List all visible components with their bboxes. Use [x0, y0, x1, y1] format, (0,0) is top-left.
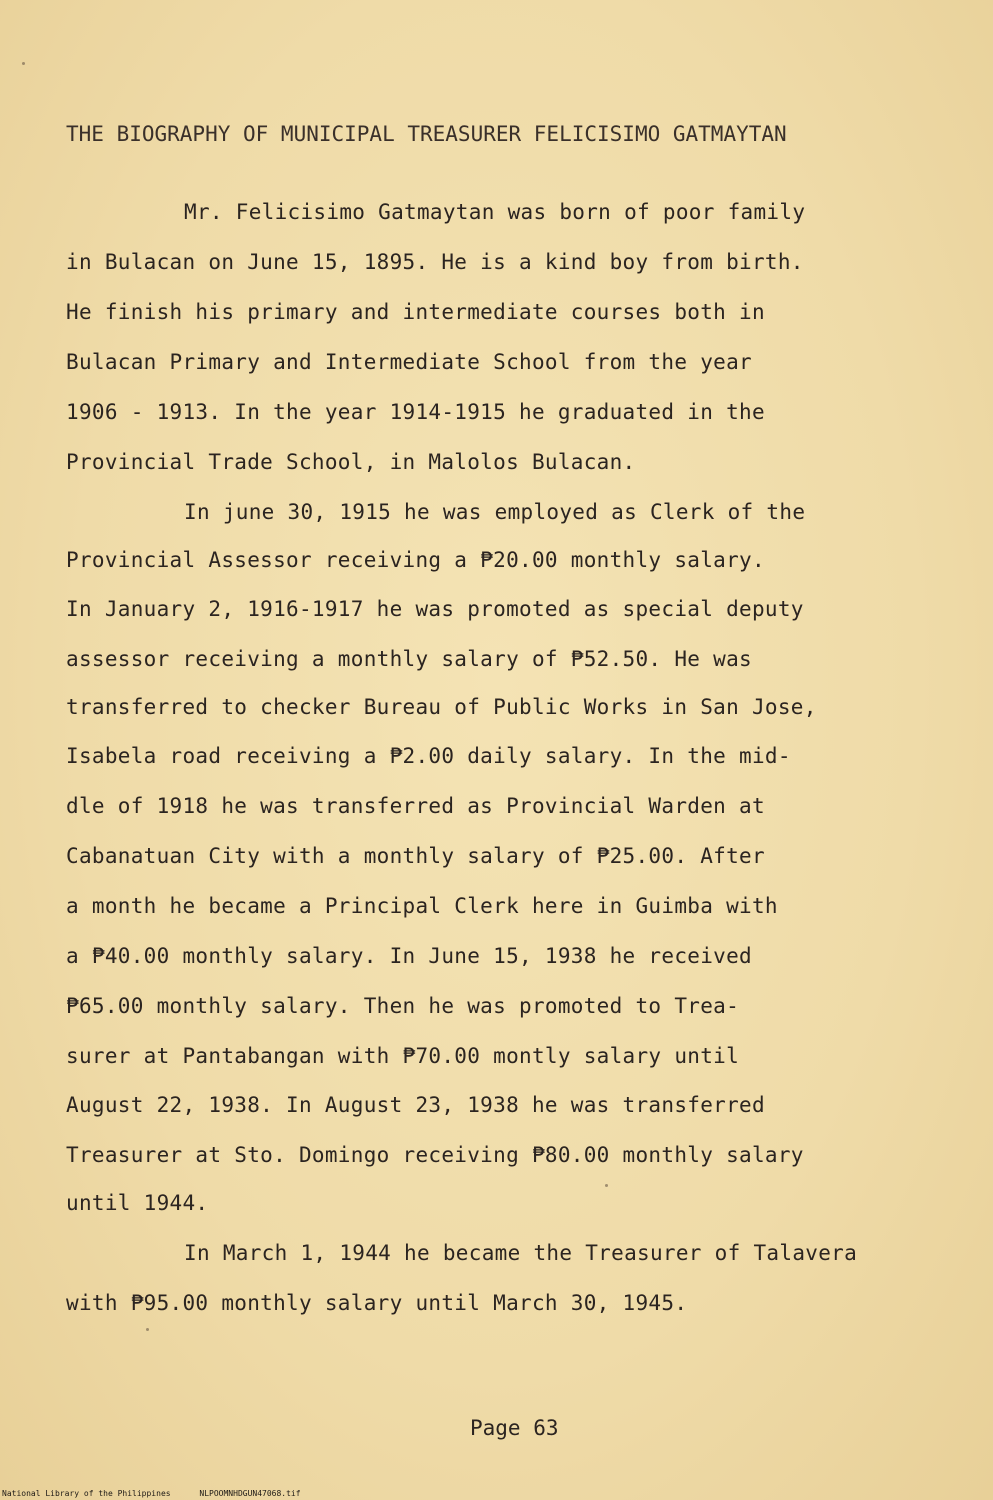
body-line: In june 30, 1915 he was employed as Clerk of the	[184, 500, 806, 524]
body-line: Cabanatuan City with a monthly salary of ₱25.00. After	[66, 844, 765, 868]
paper-speck	[605, 1184, 608, 1187]
body-line: 1906 - 1913. In the year 1914-1915 he graduated in the	[66, 400, 765, 424]
paper-speck	[22, 62, 25, 65]
body-line: in Bulacan on June 15, 1895. He is a kind boy from birth.	[66, 250, 804, 274]
document-title: THE BIOGRAPHY OF MUNICIPAL TREASURER FELICISIMO GATMAYTAN	[66, 122, 787, 146]
body-line: In March 1, 1944 he became the Treasurer of Talavera	[184, 1241, 858, 1265]
body-line: Bulacan Primary and Intermediate School from the year	[66, 350, 752, 374]
paper-speck	[146, 1328, 149, 1331]
body-line: Mr. Felicisimo Gatmaytan was born of poor family	[184, 200, 806, 224]
page-number: Page 63	[470, 1416, 559, 1440]
library-name: National Library of the Philippines	[2, 1489, 171, 1498]
body-line: with ₱95.00 monthly salary until March 30, 1945.	[66, 1291, 688, 1315]
body-line: a month he became a Principal Clerk here in Guimba with	[66, 894, 778, 918]
body-line: He finish his primary and intermediate courses both in	[66, 300, 765, 324]
body-line: dle of 1918 he was transferred as Provincial Warden at	[66, 794, 765, 818]
body-line: August 22, 1938. In August 23, 1938 he was transferred	[66, 1093, 765, 1117]
body-line: ₱65.00 monthly salary. Then he was promoted to Trea-	[66, 994, 740, 1018]
body-line: assessor receiving a monthly salary of ₱52.50. He was	[66, 647, 752, 671]
body-line: a ₱40.00 monthly salary. In June 15, 1938 he received	[66, 944, 752, 968]
body-line: In January 2, 1916-1917 he was promoted as special deputy	[66, 597, 804, 621]
body-line: Provincial Trade School, in Malolos Bulacan.	[66, 450, 636, 474]
body-line: Isabela road receiving a ₱2.00 daily salary. In the mid-	[66, 744, 791, 768]
scan-filename: NLPOOMNHDGUN47068.tif	[199, 1489, 301, 1498]
body-line: Treasurer at Sto. Domingo receiving ₱80.00 monthly salary	[66, 1143, 804, 1167]
body-line: until 1944.	[66, 1191, 209, 1215]
body-line: Provincial Assessor receiving a ₱20.00 monthly salary.	[66, 548, 765, 572]
body-line: surer at Pantabangan with ₱70.00 montly salary until	[66, 1044, 740, 1068]
body-line: transferred to checker Bureau of Public Works in San Jose,	[66, 695, 817, 719]
scan-footer	[2, 1489, 325, 1498]
